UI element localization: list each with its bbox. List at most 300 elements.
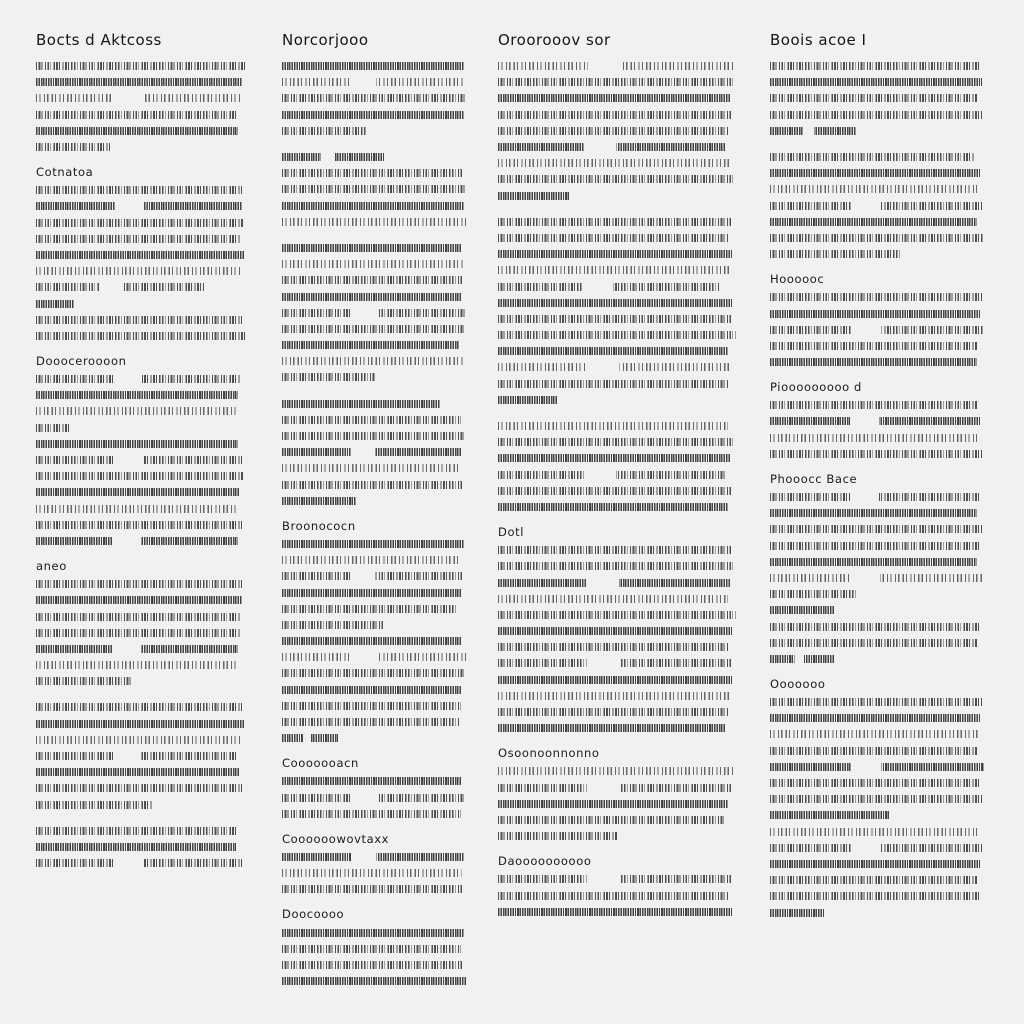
text-line <box>36 198 246 214</box>
text-line <box>36 732 246 748</box>
illegible-text <box>498 767 733 775</box>
text-line <box>770 872 986 888</box>
text-line <box>282 74 468 90</box>
text-line <box>282 428 468 444</box>
illegible-text <box>282 637 462 645</box>
illegible-text <box>36 300 74 308</box>
illegible-text <box>770 606 835 614</box>
text-line <box>498 623 738 639</box>
illegible-text <box>36 703 242 711</box>
text-line <box>36 90 246 106</box>
column-title: Boois acoe I <box>770 31 867 49</box>
text-line <box>498 230 738 246</box>
text-line <box>282 305 468 321</box>
section-heading: Coooooowovtaxx <box>282 831 390 846</box>
illegible-text <box>498 159 731 167</box>
text-line <box>770 840 986 856</box>
illegible-text <box>498 127 728 135</box>
text-line <box>282 123 468 139</box>
text-line <box>282 412 468 428</box>
text-line <box>498 780 738 796</box>
text-line <box>770 635 986 651</box>
text-line <box>36 625 246 641</box>
text-line <box>36 279 246 295</box>
illegible-text <box>282 556 461 564</box>
illegible-text <box>282 929 464 937</box>
text-line <box>498 262 738 278</box>
illegible-text <box>282 218 466 226</box>
text-block <box>498 214 738 408</box>
illegible-text <box>36 843 236 851</box>
illegible-text <box>36 505 238 513</box>
text-block <box>770 272 986 370</box>
text-line <box>36 716 246 732</box>
column-title: Norcorjooo <box>282 31 369 49</box>
illegible-text <box>770 153 975 161</box>
illegible-text <box>282 853 464 861</box>
text-line <box>282 633 468 649</box>
text-line <box>498 639 738 655</box>
illegible-text <box>498 595 728 603</box>
text-line <box>498 434 738 450</box>
column-title: Bocts d Aktcoss <box>36 31 162 49</box>
illegible-text <box>498 315 731 323</box>
text-line <box>498 871 738 887</box>
text-line <box>282 773 468 789</box>
text-line <box>498 542 738 558</box>
illegible-text <box>282 341 459 349</box>
text-line <box>36 182 246 198</box>
text-block <box>498 746 738 844</box>
column-blocks <box>498 58 738 920</box>
illegible-text <box>770 525 982 533</box>
column-2 <box>282 30 468 999</box>
illegible-text <box>36 186 242 194</box>
text-line <box>36 748 246 764</box>
text-line <box>282 90 468 106</box>
illegible-text <box>36 472 244 480</box>
text-block <box>282 519 468 746</box>
illegible-text <box>770 623 980 631</box>
illegible-text <box>36 391 238 399</box>
text-line <box>498 171 738 187</box>
text-block <box>282 756 468 822</box>
illegible-text <box>282 718 459 726</box>
text-block <box>36 165 246 344</box>
illegible-text <box>282 961 462 969</box>
text-line <box>498 499 738 515</box>
text-line <box>770 651 986 667</box>
illegible-text <box>770 655 835 663</box>
illegible-text <box>282 702 461 710</box>
illegible-text <box>770 62 980 70</box>
illegible-text <box>36 283 204 291</box>
illegible-text <box>36 143 110 151</box>
illegible-text <box>498 347 728 355</box>
text-line <box>282 460 468 476</box>
text-line <box>36 312 246 328</box>
text-line <box>282 214 468 230</box>
text-line <box>498 295 738 311</box>
illegible-text <box>282 309 466 317</box>
section-heading: Ooooooo <box>770 677 826 691</box>
text-line <box>282 665 468 681</box>
illegible-text <box>498 546 731 554</box>
illegible-text <box>498 471 726 479</box>
text-line <box>498 327 738 343</box>
illegible-text <box>282 244 462 252</box>
text-line <box>282 973 468 989</box>
illegible-text <box>770 234 984 242</box>
illegible-text <box>498 487 731 495</box>
text-line <box>282 865 468 881</box>
text-block <box>36 699 246 812</box>
illegible-text <box>36 111 238 119</box>
text-line <box>282 682 468 698</box>
illegible-text <box>36 456 242 464</box>
text-line <box>770 694 986 710</box>
text-line <box>770 230 986 246</box>
illegible-text <box>36 440 238 448</box>
illegible-text <box>282 325 464 333</box>
illegible-text <box>770 909 824 917</box>
illegible-text <box>36 720 244 728</box>
text-line <box>498 655 738 671</box>
text-line <box>282 58 468 74</box>
illegible-text <box>282 94 466 102</box>
text-line <box>282 493 468 509</box>
text-line <box>36 215 246 231</box>
illegible-text <box>498 380 728 388</box>
text-line <box>498 450 738 466</box>
text-line <box>770 246 986 262</box>
text-line <box>498 214 738 230</box>
text-line <box>282 337 468 353</box>
illegible-text <box>36 235 240 243</box>
column-4 <box>770 30 986 931</box>
text-line <box>770 446 986 462</box>
illegible-text <box>498 627 733 635</box>
text-line <box>282 165 468 181</box>
illegible-text <box>770 358 977 366</box>
section-heading: Broonococn <box>282 518 356 533</box>
illegible-text <box>282 153 384 161</box>
text-block <box>282 907 468 989</box>
illegible-text <box>498 78 733 86</box>
text-line <box>282 240 468 256</box>
illegible-text <box>770 127 856 135</box>
text-line <box>36 641 246 657</box>
text-line <box>498 672 738 688</box>
text-line <box>282 849 468 865</box>
text-line <box>498 376 738 392</box>
illegible-text <box>282 276 462 284</box>
text-line <box>36 139 246 155</box>
illegible-text <box>36 521 242 529</box>
illegible-text <box>498 579 731 587</box>
text-line <box>770 743 986 759</box>
illegible-text <box>770 639 977 647</box>
text-block <box>282 396 468 509</box>
text-line <box>498 887 738 903</box>
illegible-text <box>282 185 466 193</box>
text-line <box>282 288 468 304</box>
illegible-text <box>36 375 240 383</box>
section-heading: Osoonoonnonno <box>498 746 600 761</box>
illegible-text <box>282 977 466 985</box>
text-line <box>282 552 468 568</box>
text-line <box>282 714 468 730</box>
text-block <box>282 832 468 898</box>
illegible-text <box>770 450 982 458</box>
illegible-text <box>36 768 240 776</box>
text-line <box>498 418 738 434</box>
illegible-text <box>498 643 728 651</box>
illegible-text <box>36 316 242 324</box>
section-heading: Daoooooooooo <box>498 854 592 869</box>
text-block <box>36 823 246 872</box>
text-line <box>36 517 246 533</box>
illegible-text <box>498 503 728 511</box>
text-block <box>282 240 468 386</box>
illegible-text <box>498 143 726 151</box>
illegible-text <box>498 816 724 824</box>
text-line <box>770 149 986 165</box>
illegible-text <box>36 677 131 685</box>
text-line <box>282 198 468 214</box>
text-line <box>36 371 246 387</box>
text-line <box>36 673 246 689</box>
illegible-text <box>770 169 980 177</box>
text-line <box>282 396 468 412</box>
illegible-text <box>282 357 464 365</box>
text-line <box>770 489 986 505</box>
illegible-text <box>36 202 242 210</box>
illegible-text <box>770 590 856 598</box>
illegible-text <box>770 78 982 86</box>
illegible-text <box>770 342 977 350</box>
text-line <box>36 328 246 344</box>
illegible-text <box>770 493 980 501</box>
text-line <box>498 558 738 574</box>
illegible-text <box>498 875 731 883</box>
text-line <box>770 198 986 214</box>
text-block <box>282 58 468 139</box>
text-block <box>770 58 986 139</box>
illegible-text <box>498 234 728 242</box>
text-line <box>282 181 468 197</box>
illegible-text <box>770 730 980 738</box>
text-block <box>36 354 246 549</box>
illegible-text <box>770 310 980 318</box>
illegible-text <box>770 218 977 226</box>
text-line <box>282 806 468 822</box>
section-heading: Dotl <box>498 525 524 540</box>
text-line <box>36 452 246 468</box>
text-line <box>498 904 738 920</box>
text-line <box>770 554 986 570</box>
text-line <box>770 824 986 840</box>
illegible-text <box>770 401 977 409</box>
illegible-text <box>36 62 246 70</box>
text-line <box>36 764 246 780</box>
text-line <box>770 338 986 354</box>
text-line <box>282 649 468 665</box>
illegible-text <box>770 293 982 301</box>
text-line <box>282 256 468 272</box>
illegible-text <box>282 127 366 135</box>
text-line <box>770 58 986 74</box>
illegible-text <box>36 736 240 744</box>
text-line <box>282 601 468 617</box>
text-line <box>770 505 986 521</box>
text-line <box>498 343 738 359</box>
text-line <box>770 586 986 602</box>
text-line <box>282 730 468 746</box>
text-block <box>36 559 246 689</box>
text-line <box>282 584 468 600</box>
text-line <box>770 856 986 872</box>
illegible-text <box>770 714 980 722</box>
illegible-text <box>770 94 977 102</box>
text-line <box>36 123 246 139</box>
text-block <box>770 149 986 262</box>
illegible-text <box>498 283 719 291</box>
text-line <box>282 107 468 123</box>
text-line <box>498 607 738 623</box>
illegible-text <box>770 250 900 258</box>
illegible-text <box>282 78 464 86</box>
text-line <box>498 246 738 262</box>
text-line <box>498 278 738 294</box>
illegible-text <box>498 708 728 716</box>
illegible-text <box>498 331 736 339</box>
text-line <box>770 74 986 90</box>
text-line <box>770 181 986 197</box>
text-line <box>36 501 246 517</box>
text-line <box>498 720 738 736</box>
section-heading: Hoooooc <box>770 272 825 287</box>
illegible-text <box>282 885 462 893</box>
illegible-text <box>282 572 462 580</box>
illegible-text <box>498 611 736 619</box>
illegible-text <box>282 621 384 629</box>
text-line <box>770 521 986 537</box>
illegible-text <box>36 267 240 275</box>
illegible-text <box>770 542 980 550</box>
illegible-text <box>498 724 726 732</box>
text-block <box>282 149 468 230</box>
text-line <box>770 570 986 586</box>
text-line <box>770 397 986 413</box>
text-line <box>36 107 246 123</box>
text-line <box>770 413 986 429</box>
illegible-text <box>282 810 461 818</box>
text-line <box>498 90 738 106</box>
text-line <box>36 484 246 500</box>
illegible-text <box>36 859 242 867</box>
text-block <box>770 380 986 462</box>
section-heading: Doooceroooon <box>36 354 127 368</box>
illegible-text <box>498 422 728 430</box>
illegible-text <box>498 892 728 900</box>
text-line <box>770 791 986 807</box>
illegible-text <box>498 562 733 570</box>
text-line <box>282 617 468 633</box>
illegible-text <box>770 763 984 771</box>
text-line <box>770 602 986 618</box>
illegible-text <box>498 250 733 258</box>
text-line <box>36 576 246 592</box>
illegible-text <box>770 185 977 193</box>
illegible-text <box>498 62 733 70</box>
text-line <box>498 58 738 74</box>
illegible-text <box>770 844 982 852</box>
illegible-text <box>36 219 244 227</box>
text-line <box>282 149 468 165</box>
text-line <box>770 107 986 123</box>
illegible-text <box>282 293 461 301</box>
illegible-text <box>36 127 238 135</box>
text-line <box>282 369 468 385</box>
illegible-text <box>36 407 236 415</box>
text-line <box>282 536 468 552</box>
text-line <box>498 188 738 204</box>
text-line <box>498 796 738 812</box>
text-line <box>36 592 246 608</box>
text-block <box>36 58 246 155</box>
text-line <box>282 477 468 493</box>
column-blocks <box>770 58 986 921</box>
illegible-text <box>770 509 977 517</box>
illegible-text <box>770 434 977 442</box>
illegible-text <box>282 497 356 505</box>
column-blocks <box>36 58 246 871</box>
text-line <box>498 574 738 590</box>
text-line <box>36 855 246 871</box>
illegible-text <box>498 175 733 183</box>
section-heading: Piooooooooo d <box>770 380 862 395</box>
illegible-text <box>36 332 246 340</box>
text-line <box>282 698 468 714</box>
text-line <box>498 467 738 483</box>
text-line <box>36 58 246 74</box>
text-line <box>770 807 986 823</box>
illegible-text <box>36 661 236 669</box>
text-line <box>770 775 986 791</box>
illegible-text <box>36 801 152 809</box>
illegible-text <box>36 251 244 259</box>
illegible-text <box>498 218 731 226</box>
illegible-text <box>36 613 240 621</box>
section-heading: aneo <box>36 559 67 574</box>
illegible-text <box>498 800 728 808</box>
illegible-text <box>770 417 980 425</box>
text-line <box>770 888 986 904</box>
text-line <box>770 123 986 139</box>
text-line <box>36 657 246 673</box>
text-line <box>498 311 738 327</box>
text-line <box>770 710 986 726</box>
illegible-text <box>770 828 977 836</box>
illegible-text <box>498 692 731 700</box>
text-line <box>282 924 468 940</box>
text-line <box>36 608 246 624</box>
illegible-text <box>282 653 466 661</box>
illegible-text <box>282 260 464 268</box>
text-line <box>36 295 246 311</box>
illegible-text <box>282 373 375 381</box>
